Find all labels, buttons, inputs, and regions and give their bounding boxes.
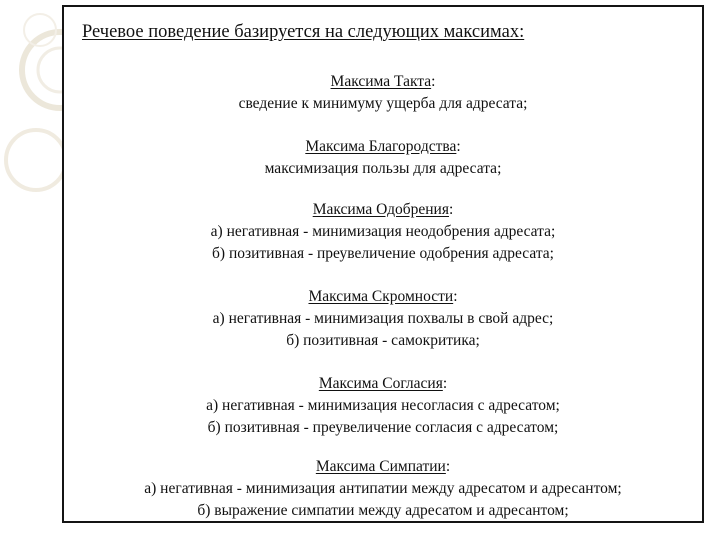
maxim-name: Максима Согласия <box>318 375 443 392</box>
maxim-line: б) позитивная - самокритика; <box>286 332 480 349</box>
maxim-line: а) негативная - минимизация похвалы в свой адрес; <box>212 310 554 327</box>
maxim-generosity <box>64 136 702 180</box>
maxim-colon: : <box>445 458 451 475</box>
maxim-colon: : <box>449 201 454 218</box>
maxim-line: а) негативная - минимизация неодобрения адресата; <box>210 223 556 240</box>
maxim-colon: : <box>453 288 458 305</box>
maxim-name: Максима Одобрения <box>312 201 449 218</box>
maxim-line: б) позитивная - преувеличение одобрения адресата; <box>212 245 554 262</box>
maxim-header <box>64 373 702 395</box>
maxim-line: б) позитивная - преувеличение согласия с адресатом; <box>207 419 559 436</box>
maxim-name: Максима Симпатии <box>315 458 446 475</box>
maxim-line: а) негативная - минимизация несогласия с адресатом; <box>206 397 560 414</box>
maxim-header <box>64 71 702 93</box>
maxim-name: Максима Скромности <box>308 288 454 305</box>
maxim-header <box>64 286 702 308</box>
maxim-approbation <box>64 199 702 265</box>
maxim-name: Максима Такта <box>330 73 432 90</box>
maxim-tact <box>64 71 702 115</box>
slide-frame <box>62 5 704 523</box>
maxim-colon: : <box>456 138 461 155</box>
maxim-sympathy <box>64 456 702 522</box>
maxim-colon: : <box>442 375 448 392</box>
maxim-colon: : <box>431 73 436 90</box>
maxim-agreement <box>64 373 702 439</box>
maxim-header <box>64 136 702 158</box>
maxim-name: Максима Благородства <box>305 138 457 155</box>
maxim-line: б) выражение симпатии между адресатом и адресантом; <box>197 502 569 519</box>
maxim-header <box>64 456 702 478</box>
maxim-line: сведение к минимуму ущерба для адресата; <box>238 95 528 112</box>
maxim-line: максимизация пользы для адресата; <box>264 160 502 177</box>
maxim-line: а) негативная - минимизация антипатии между адресатом и адресантом; <box>144 480 622 497</box>
maxim-modesty <box>64 286 702 352</box>
slide-title: Речевое поведение базируется на следующих максимах: <box>82 22 525 42</box>
maxim-header <box>64 199 702 221</box>
